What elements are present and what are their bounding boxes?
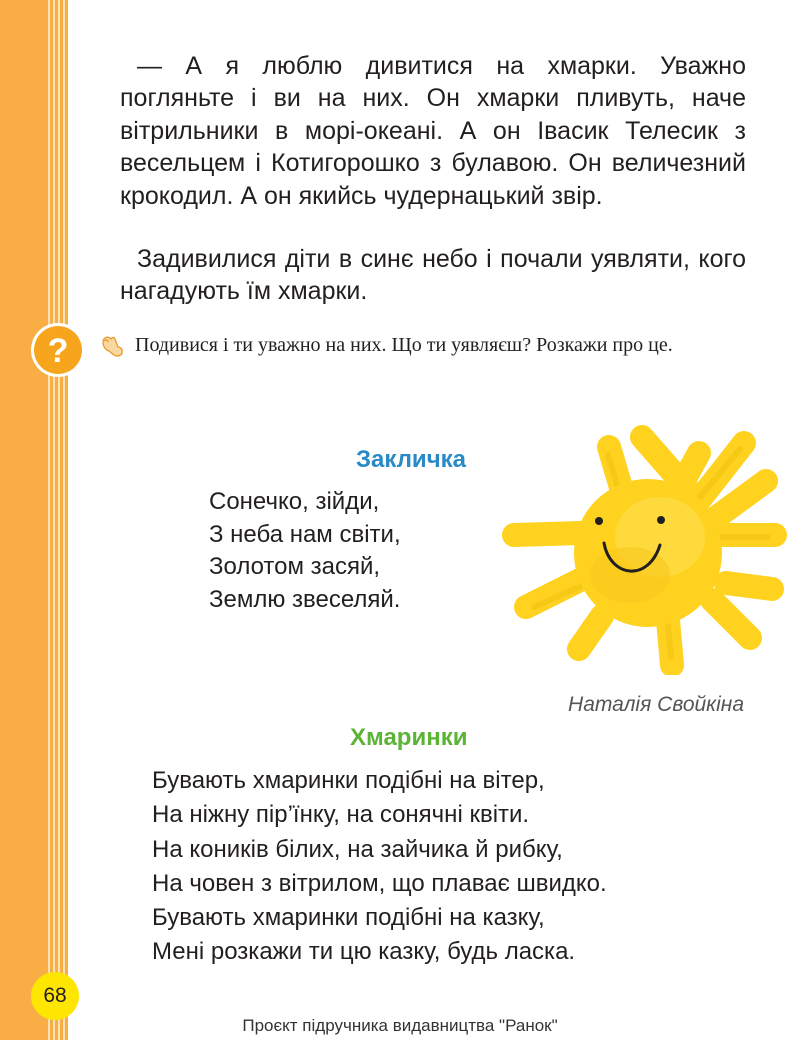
svg-text:?: ? (47, 332, 69, 370)
poem-zaklychka (209, 486, 401, 616)
poem-line: Бувають хмаринки подібні на казку, (152, 904, 545, 932)
story-paragraph-2: Задивилися діти в синє небо і почали уявляти, кого нагадують їм хмарки. (120, 245, 746, 306)
poem-line: Сонечко, зійди, (209, 488, 380, 515)
smiling-sun-illustration (500, 425, 800, 675)
poem-line: З неба нам світи, (209, 520, 401, 548)
poem-line: На ніжну пір’їнку, на сонячні квіти. (152, 801, 530, 829)
poem-line: На човен з вітрилом, що плаває швидко. (152, 869, 607, 897)
poem-line: Золотом засяй, (209, 553, 381, 580)
pointing-hand-icon (100, 333, 126, 359)
publisher-footer: Проєкт підручника видавництва "Ранок" (242, 1016, 558, 1035)
poem-line: Мені розкажи ти цю казку, будь ласка. (152, 938, 576, 966)
poem-title-khmarynky: Хмаринки (350, 724, 468, 751)
poem-title-zaklychka: Закличка (356, 446, 466, 473)
poem-line: На коників білих, на зайчика й рибку, (152, 835, 563, 863)
question-mark-icon (24, 322, 96, 378)
left-decorative-band (0, 0, 68, 1040)
poem-khmarynky (152, 764, 607, 970)
story-paragraph-1: — А я люблю дивитися на хмарки. Уважно погляньте і ви на них. Он хмарки пливуть, наче вітрильники в морі-океані. А он Івасик Телесик з весельцем і Котигорошко з булавою. Он величезний крокодил. А он якийсь чудернацький звір. (120, 52, 746, 210)
poem-line: Бувають хмаринки подібні на вітер, (152, 767, 545, 794)
poem-line: Землю звеселяй. (209, 585, 401, 613)
poem-author: Наталія Свойкіна (568, 693, 744, 716)
task-question: Подивися і ти уважно на них. Що ти уявляєш? Розкажи про це. (135, 334, 673, 356)
page-number: 68 (31, 972, 79, 1020)
